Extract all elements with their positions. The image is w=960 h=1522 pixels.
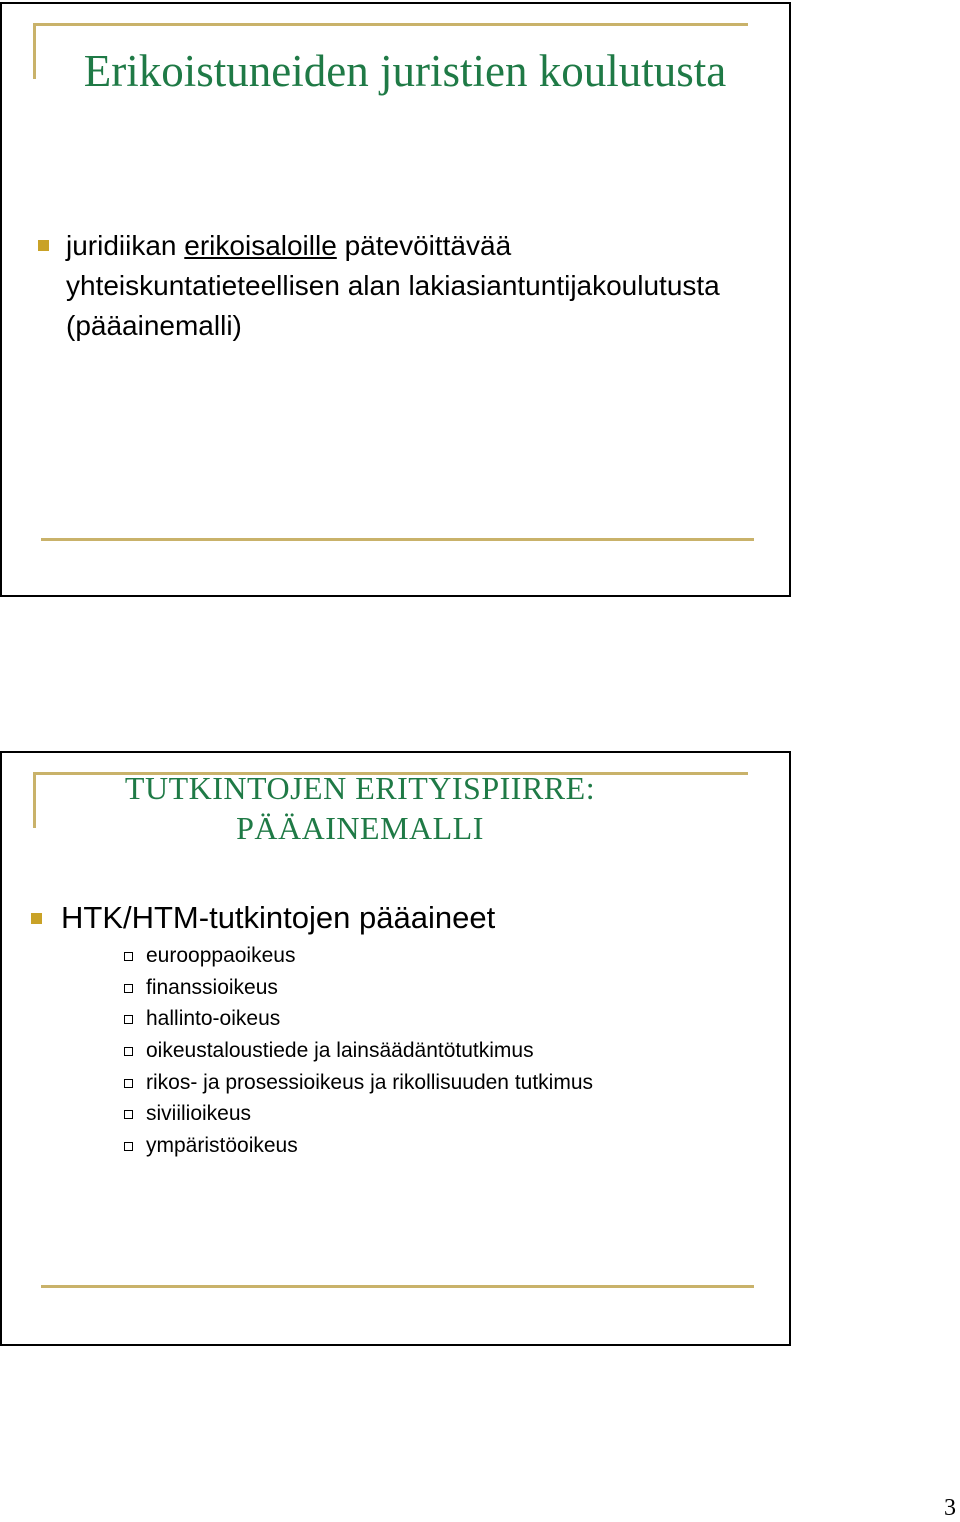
bottom-rule [41,1285,754,1288]
list-item [122,1035,762,1067]
checkbox-bullet-icon [124,1079,133,1088]
list-item-label: oikeustaloustiede ja lainsäädäntötutkimus [146,1039,534,1063]
slide-2-title-line2: PÄÄAINEMALLI [236,810,484,846]
slide-2-title [60,768,660,848]
bullet-text-part2: pätevöittävää yhteiskuntatieteellisen alan lakiasiantuntijakoulutusta (pääainemalli) [66,230,720,341]
slide-2-title-line1: TUTKINTOJEN ERITYISPIIRRE: [124,770,596,806]
checkbox-bullet-icon [124,1015,133,1024]
checkbox-bullet-icon [124,952,133,961]
subject-list [122,940,762,1162]
list-item [122,972,762,1004]
page-number: 3 [944,1495,956,1521]
checkbox-bullet-icon [124,984,133,993]
list-item [122,1098,762,1130]
list-item [122,940,762,972]
square-bullet-icon [38,240,49,251]
list-item [122,1130,762,1162]
bottom-rule [41,538,754,541]
checkbox-bullet-icon [124,1047,133,1056]
underlined-term: erikoisaloille [184,230,337,261]
list-item [122,1003,762,1035]
slide-1-bullet-text [66,226,746,346]
list-item-label: eurooppaoikeus [146,944,296,967]
list-item-label: finanssioikeus [146,975,278,999]
corner-rule-vertical [33,23,36,79]
list-item [122,1067,762,1099]
list-item-label: ympäristöoikeus [146,1134,298,1158]
checkbox-bullet-icon [124,1110,133,1119]
checkbox-bullet-icon [124,1142,133,1151]
slide-1-title: Erikoistuneiden juristien koulutusta [83,46,727,96]
list-item-label: rikos- ja prosessioikeus ja rikollisuuden tutkimus [146,1070,594,1094]
list-item-label: hallinto-oikeus [146,1007,281,1031]
slide-2-bullet-text: HTK/HTM-tutkintojen pääaineet [61,900,496,935]
corner-rule-vertical [33,772,36,828]
square-bullet-icon [31,913,42,924]
list-item-label: siviilioikeus [146,1102,252,1126]
corner-rule-horizontal [33,23,748,26]
bullet-text-part1: juridiikan [66,230,185,261]
